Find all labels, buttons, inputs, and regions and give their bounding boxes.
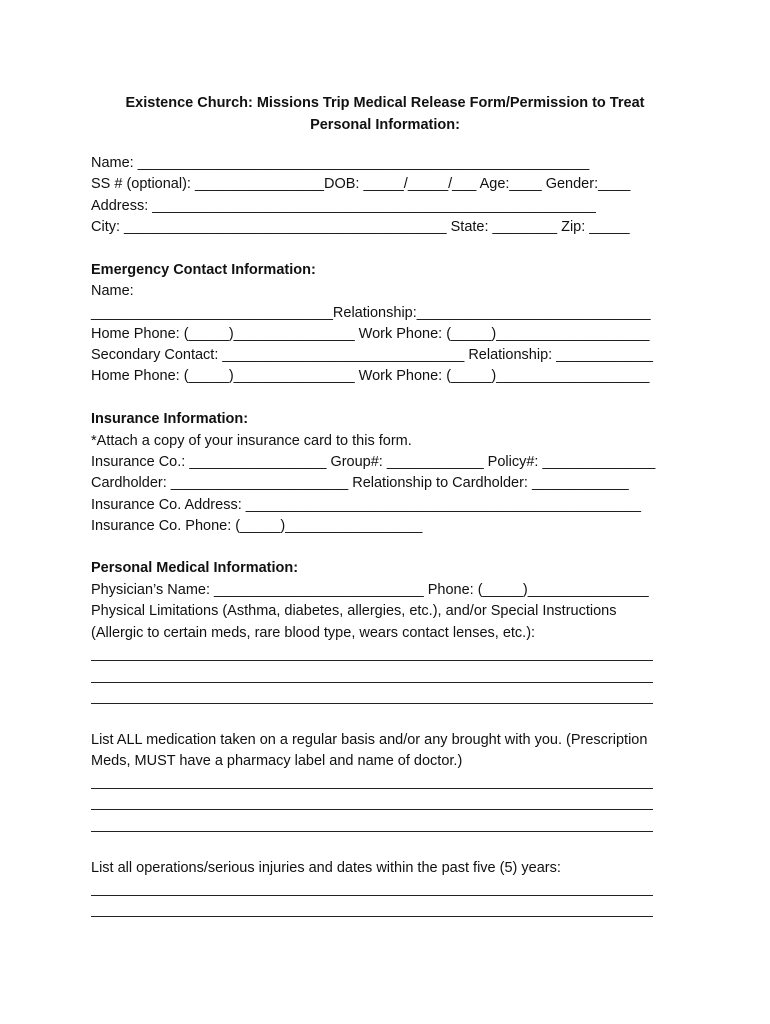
emergency-phone-fields[interactable]: Home Phone: (_____)_______________ Work Phone: (_____)___________________ (91, 326, 650, 342)
medical-heading: Personal Medical Information: (91, 560, 299, 576)
cardholder-fields[interactable]: Cardholder: ______________________ Relationship to Cardholder: ____________ (91, 475, 629, 491)
medication-answer-line[interactable] (91, 831, 653, 832)
physician-fields[interactable]: Physician’s Name: __________________________ Phone: (_____)_______________ (91, 582, 649, 598)
operations-answer-line[interactable] (91, 916, 653, 917)
limitations-text-1: Physical Limitations (Asthma, diabetes, allergies, etc.), and/or Special Instructions (91, 603, 617, 619)
insurance-phone-field[interactable]: Insurance Co. Phone: (_____)_________________ (91, 518, 423, 534)
city-state-zip-fields[interactable]: City: ________________________________________ State: ________ Zip: _____ (91, 219, 630, 235)
address-field[interactable]: Address: _______________________________________________________ (91, 198, 596, 214)
emergency-name-relationship-fields[interactable]: ______________________________Relationship:_____________________________ (91, 305, 651, 321)
section-title-personal-information: Personal Information: (310, 117, 460, 133)
name-field[interactable]: Name: ________________________________________________________ (91, 155, 590, 171)
limitations-text-2: (Allergic to certain meds, rare blood type, wears contact lenses, etc.): (91, 625, 536, 641)
emergency-contact-heading: Emergency Contact Information: (91, 262, 316, 278)
secondary-phone-fields[interactable]: Home Phone: (_____)_______________ Work Phone: (_____)___________________ (91, 368, 650, 384)
limitations-answer-line[interactable] (91, 660, 653, 661)
secondary-contact-fields[interactable]: Secondary Contact: ______________________________ Relationship: ____________ (91, 347, 653, 363)
insurance-company-fields[interactable]: Insurance Co.: _________________ Group#: ____________ Policy#: ______________ (91, 454, 656, 470)
medication-text-2: Meds, MUST have a pharmacy label and name of doctor.) (91, 753, 463, 769)
form-title: Existence Church: Missions Trip Medical Release Form/Permission to Treat (125, 95, 645, 111)
limitations-answer-line[interactable] (91, 703, 653, 704)
insurance-heading: Insurance Information: (91, 411, 249, 427)
ss-dob-age-gender-fields[interactable]: SS # (optional): ________________DOB: _____/_____/___ Age:____ Gender:____ (91, 176, 631, 192)
medication-answer-line[interactable] (91, 788, 653, 789)
emergency-name-label: Name: (91, 283, 134, 299)
operations-answer-line[interactable] (91, 895, 653, 896)
insurance-address-field[interactable]: Insurance Co. Address: _________________________________________________ (91, 497, 641, 513)
medication-text-1: List ALL medication taken on a regular basis and/or any brought with you. (Prescription (91, 732, 648, 748)
operations-text: List all operations/serious injuries and dates within the past five (5) years: (91, 860, 561, 876)
limitations-answer-line[interactable] (91, 682, 653, 683)
medication-answer-line[interactable] (91, 809, 653, 810)
insurance-note: *Attach a copy of your insurance card to this form. (91, 433, 412, 449)
